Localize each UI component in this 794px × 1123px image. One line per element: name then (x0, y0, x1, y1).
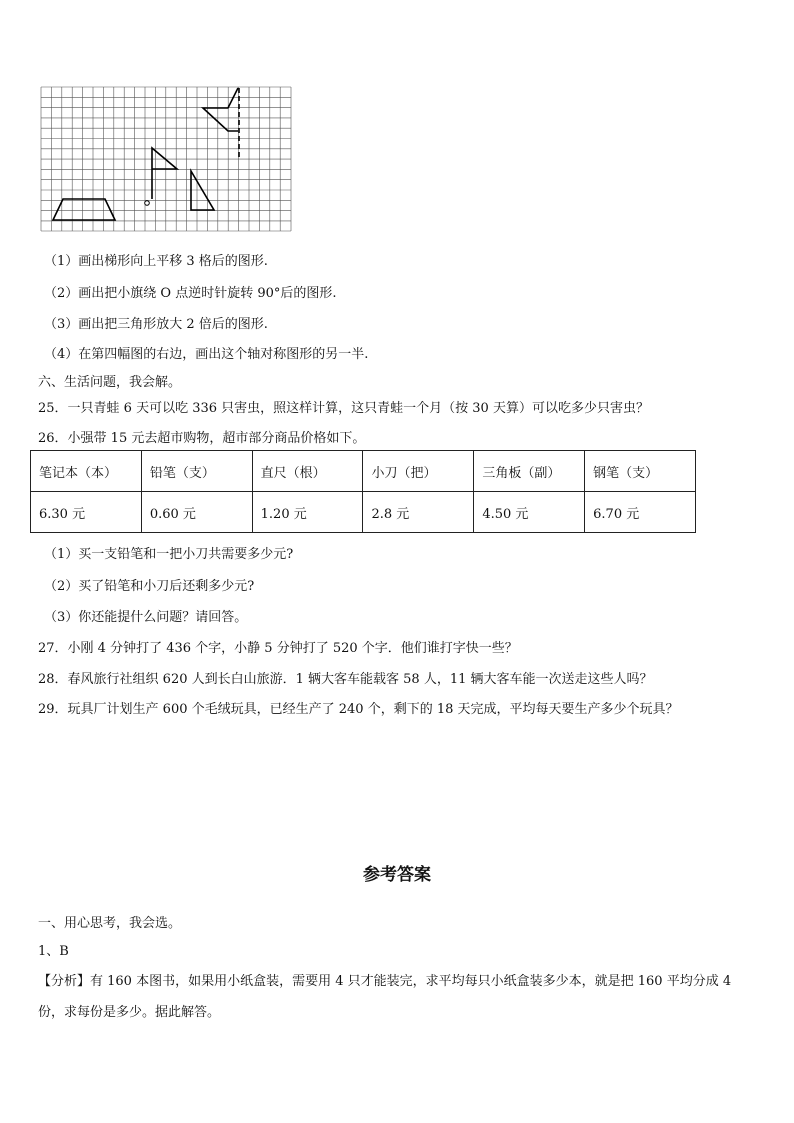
price-table-price-cell: 4.50 元 (474, 492, 585, 533)
answer-1-analysis-line-1: 【分析】有 160 本图书，如果用小纸盒装，需要用 4 只才能装完，求平均每只小纸盒装多少本，就是把 160 平均分成 4 (38, 974, 732, 989)
trapezoid-shape (53, 199, 115, 220)
price-table-price-cell: 0.60 元 (141, 492, 252, 533)
q26-item-1: （1）买一支铅笔和一把小刀共需要多少元? (44, 547, 294, 562)
q24-item-3: （3）画出把三角形放大 2 倍后的图形. (44, 317, 268, 332)
q24-item-4: （4）在第四幅图的右边，画出这个轴对称图形的另一半. (44, 347, 369, 362)
question-25: 25．一只青蛙 6 天可以吃 336 只害虫，照这样计算，这只青蛙一个月（按 30 天算）可以吃多少只害虫？ (38, 401, 649, 416)
question-29: 29．玩具厂计划生产 600 个毛绒玩具，已经生产了 240 个，剩下的 18 天完成，平均每天要生产多少个玩具？ (38, 702, 679, 717)
answer-key-title: 参考答案 (363, 865, 431, 885)
answer-section-1-heading: 一、用心思考，我会选。 (38, 916, 182, 931)
q24-item-2: （2）画出把小旗绕 O 点逆时针旋转 90°后的图形. (44, 286, 337, 301)
price-table-header-cell: 三角板（副） (474, 451, 585, 492)
drawing-grid-figure (40, 86, 292, 232)
q26-item-3: （3）你还能提什么问题？请回答。 (44, 610, 248, 625)
q24-item-1: （1）画出梯形向上平移 3 格后的图形. (44, 254, 268, 269)
price-table-price-cell: 6.30 元 (31, 492, 142, 533)
flag-shape (152, 148, 177, 199)
price-table-price-cell: 6.70 元 (585, 492, 696, 533)
question-28: 28．春风旅行社组织 620 人到长白山旅游．1 辆大客车能载客 58 人，11 辆大客车能一次送走这些人吗？ (38, 672, 653, 687)
q26-item-2: （2）买了铅笔和小刀后还剩多少元? (44, 579, 255, 594)
price-table (30, 450, 696, 533)
price-table-header-row (31, 451, 696, 492)
triangle-shape (191, 171, 214, 210)
answer-1: 1、B (38, 944, 69, 959)
price-table-header-cell: 小刀（把） (363, 451, 474, 492)
section-6-heading: 六、生活问题，我会解。 (38, 375, 182, 390)
price-table-price-row (31, 492, 696, 533)
answer-1-analysis-line-2: 份，求每份是多少。据此解答。 (38, 1005, 221, 1020)
half-symmetric-shape (203, 88, 238, 131)
price-table-price-cell: 1.20 元 (252, 492, 363, 533)
price-table-header-cell: 铅笔（支） (141, 451, 252, 492)
price-table-header-cell: 直尺（根） (252, 451, 363, 492)
price-table-price-cell: 2.8 元 (363, 492, 474, 533)
question-26: 26．小强带 15 元去超市购物，超市部分商品价格如下。 (38, 431, 366, 446)
price-table-header-cell: 钢笔（支） (585, 451, 696, 492)
question-27: 27．小刚 4 分钟打了 436 个字，小静 5 分钟打了 520 个字．他们谁打字快一些？ (38, 641, 518, 656)
price-table-header-cell: 笔记本（本） (31, 451, 142, 492)
point-o-marker (145, 201, 150, 206)
